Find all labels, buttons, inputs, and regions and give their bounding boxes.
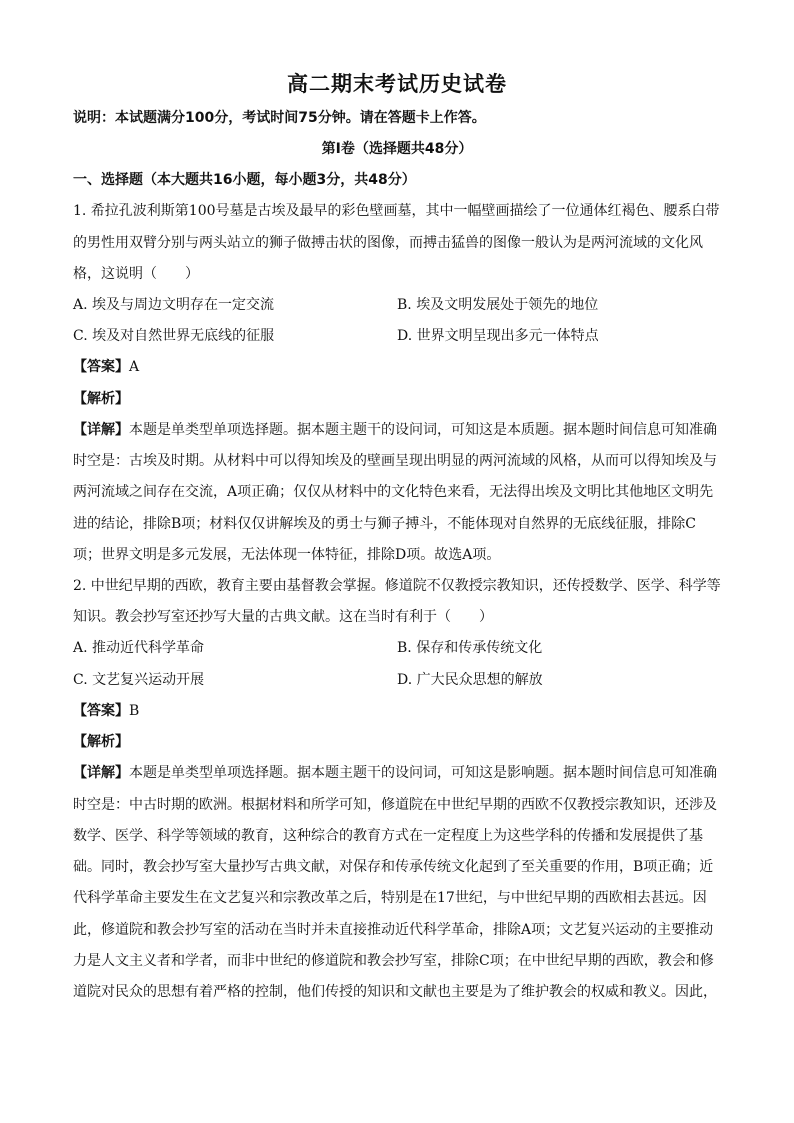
q2-detail-line-7: 力是人文主义者和学者，而非中世纪的修道院和教会抄写室，排除C项；在中世纪早期的西欧，教会和修: [73, 953, 714, 969]
q1-option-b: B. 埃及文明发展处于领先的地位: [397, 297, 599, 313]
q2-answer: [73, 701, 733, 721]
q1-stem-line-2: 的男性用双臂分别与两头站立的狮子做搏击状的图像，而搏击猛兽的图像一般认为是两河流域的文化风: [73, 235, 703, 251]
q2-detail-line-6: 此，修道院和教会抄写室的活动在当时并未直接推动近代科学革命，排除A项；文艺复兴运动的主要推动: [73, 922, 714, 938]
q1-detail-line-5: 项；世界文明是多元发展，无法体现一体特征，排除D项。故选A项。: [73, 547, 501, 563]
q2-option-a: A. 推动近代科学革命: [73, 640, 205, 656]
q1-option-c: C. 埃及对自然世界无底线的征服: [73, 328, 275, 344]
analysis-tag: 【解析】: [73, 391, 129, 407]
q1-detail-line-4: 进的结论，排除B项；材料仅仅讲解埃及的勇士与狮子搏斗，不能体现对自然界的无底线征服，排除C: [73, 516, 696, 532]
detail-text: 本题是单类型单项选择题。据本题主题干的设问词，可知这是本质题。据本题时间信息可知准确: [129, 422, 717, 438]
q2-stem-line-1: 2. 中世纪早期的西欧，教育主要由基督教会掌握。修道院不仅教授宗教知识，还传授数学、医学、科学等: [73, 578, 721, 594]
q1-stem-line-1: 1. 希拉孔波利斯第100号墓是古埃及最早的彩色壁画墓，其中一幅壁画描绘了一位通体红褐色、腰系白带: [73, 203, 720, 219]
q2-detail-line-1: [73, 763, 733, 783]
q2-option-d: D. 广大民众思想的解放: [397, 672, 543, 688]
q2-option-c: C. 文艺复兴运动开展: [73, 672, 205, 688]
part-header: 一、选择题（本大题共16小题，每小题3分，共48分）: [73, 172, 416, 188]
detail-tag: 【详解】: [73, 765, 129, 781]
q1-detail-line-3: 两河流域之间存在交流，A项正确；仅仅从材料中的文化特色来看，无法得出埃及文明比其他地区文明先: [73, 484, 714, 500]
q2-detail-line-2: 时空是：中古时期的欧洲。根据材料和所学可知，修道院在中世纪早期的西欧不仅教授宗教知识，还涉及: [73, 797, 717, 813]
answer-value: B: [129, 703, 140, 719]
q2-stem-line-2: 知识。教会抄写室还抄写大量的古典文献。这在当时有利于（ ）: [73, 609, 493, 625]
exam-instructions: 说明：本试题满分100分，考试时间75分钟。请在答题卡上作答。: [73, 110, 486, 126]
q1-detail-line-2: 时空是：古埃及时期。从材料中可以得知埃及的壁画呈现出明显的两河流域的风格，从而可以得知埃及与: [73, 453, 717, 469]
answer-value: A: [129, 359, 140, 375]
page-title: 高二期末考试历史试卷: [287, 72, 507, 96]
q2-detail-line-3: 数学、医学、科学等领域的教育，这种综合的教育方式在一定程度上为这些学科的传播和发展提供了基: [73, 828, 703, 844]
section-header: 第Ⅰ卷（选择题共48分）: [321, 141, 473, 157]
detail-tag: 【详解】: [73, 422, 129, 438]
detail-text: 本题是单类型单项选择题。据本题主题干的设问词，可知这是影响题。据本题时间信息可知准确: [129, 765, 717, 781]
q1-option-d: D. 世界文明呈现出多元一体特点: [397, 328, 599, 344]
q2-option-b: B. 保存和传承传统文化: [397, 640, 543, 656]
q2-detail-line-8: 道院对民众的思想有着严格的控制，他们传授的知识和文献也主要是为了维护教会的权威和教义。因此，: [73, 984, 717, 1000]
q1-option-a: A. 埃及与周边文明存在一定交流: [73, 297, 275, 313]
answer-tag: 【答案】: [73, 703, 129, 719]
q1-answer: [73, 357, 733, 377]
q1-analysis-tag: [73, 389, 733, 409]
q2-analysis-tag: [73, 732, 733, 752]
answer-tag: 【答案】: [73, 359, 129, 375]
q1-detail-line-1: [73, 420, 733, 440]
q2-detail-line-4: 础。同时，教会抄写室大量抄写古典文献，对保存和传承传统文化起到了至关重要的作用，B项正确；近: [73, 859, 714, 875]
analysis-tag: 【解析】: [73, 734, 129, 750]
q1-stem-line-3: 格，这说明（ ）: [73, 266, 199, 282]
q2-detail-line-5: 代科学革命主要发生在文艺复兴和宗教改革之后，特别是在17世纪，与中世纪早期的西欧相去甚远。因: [73, 890, 707, 906]
